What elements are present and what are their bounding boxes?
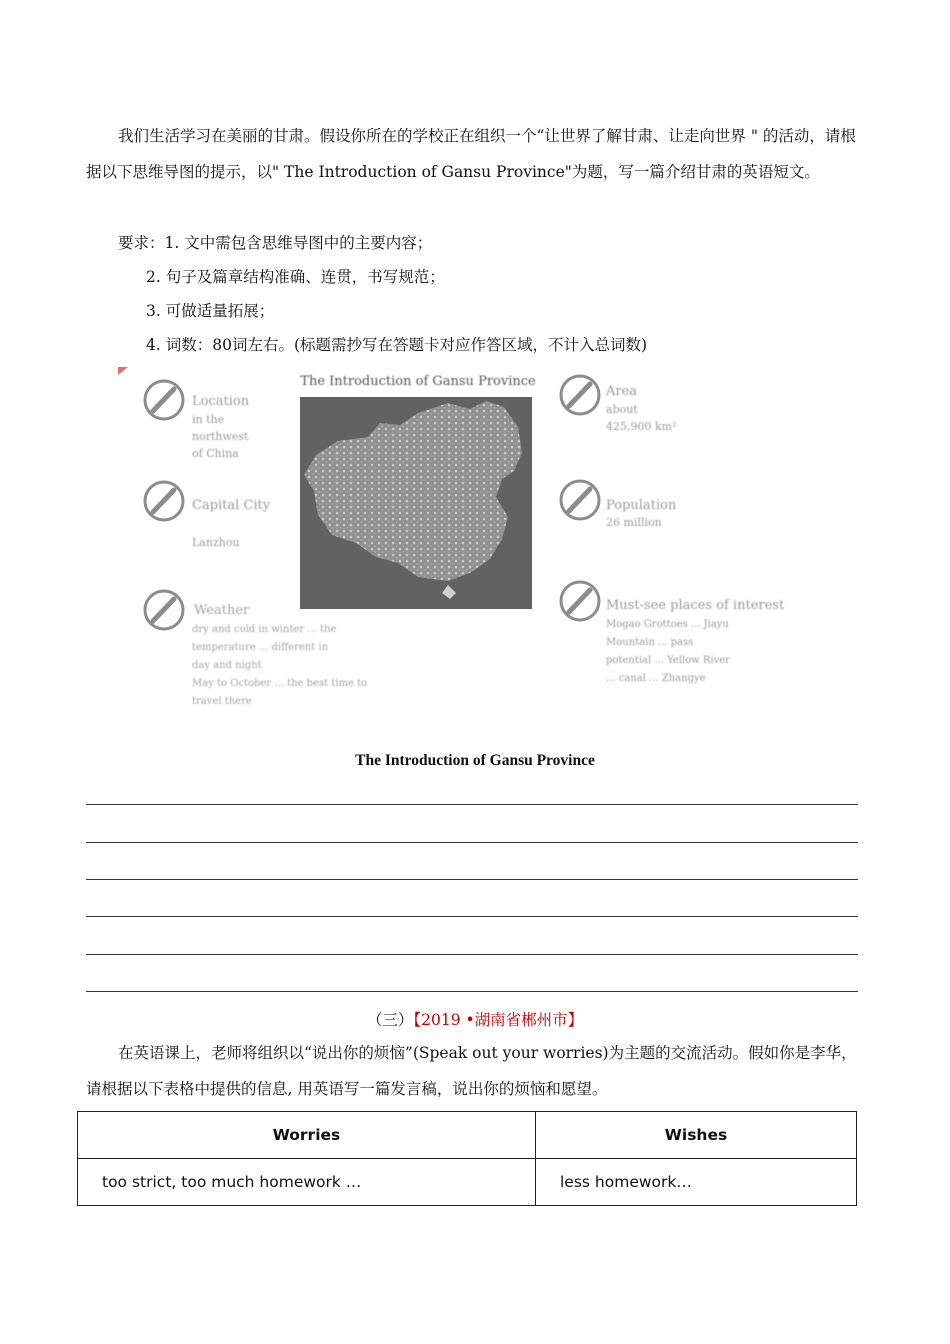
svg-text:in the: in the	[192, 413, 225, 426]
answer-line[interactable]	[86, 991, 858, 992]
node-must-see-places	[561, 582, 785, 684]
essay-title: The Introduction of Gansu Province	[355, 752, 595, 769]
node-label: Weather	[194, 603, 250, 618]
node-label: Location	[192, 394, 250, 409]
answer-line[interactable]	[86, 954, 858, 955]
requirement-prefix: 要求：	[118, 234, 165, 252]
svg-text:of China: of China	[192, 447, 239, 460]
svg-text:Lanzhou: Lanzhou	[192, 536, 240, 549]
svg-text:northwest: northwest	[192, 430, 249, 443]
svg-text:26 million: 26 million	[606, 516, 662, 529]
svg-text:... canal ... Zhangye: ... canal ... Zhangye	[606, 673, 706, 684]
table-header-row	[78, 1112, 857, 1159]
mind-map-figure	[118, 367, 798, 712]
section-source: 【2019 •湖南省郴州市】	[413, 1011, 584, 1029]
header-worries: Worries	[78, 1112, 536, 1159]
svg-text:Mountain ... pass: Mountain ... pass	[606, 637, 694, 648]
cell-worries: too strict, too much homework …	[78, 1159, 536, 1206]
node-area	[561, 376, 677, 433]
task-paragraph: 我们生活学习在美丽的甘肃。假设你所在的学校正在组织一个“让世界了解甘肃、让走向世界 " 的活动，请根据以下思维导图的提示，以" The Introduction of Gansu Province"为题，写一篇介绍甘肃的英语短文。	[86, 127, 856, 181]
svg-text:about: about	[606, 403, 638, 416]
node-population	[561, 481, 677, 529]
pencil-icon	[145, 591, 183, 629]
section-heading	[0, 1008, 950, 1030]
requirement-2: 2. 句子及篇章结构准确、连贯，书写规范；	[146, 268, 445, 286]
svg-text:Mogao Grottoes ... Jiayu: Mogao Grottoes ... Jiayu	[606, 619, 729, 630]
svg-text:day and night: day and night	[192, 660, 262, 671]
pencil-icon	[145, 482, 183, 520]
answer-line[interactable]	[86, 916, 858, 917]
node-label: Population	[606, 498, 677, 513]
section-number: （三）	[366, 1011, 414, 1029]
answer-line[interactable]	[86, 879, 858, 880]
header-wishes: Wishes	[536, 1112, 857, 1159]
svg-text:dry and cold in winter ... the: dry and cold in winter ... the	[192, 624, 337, 635]
pencil-icon	[145, 381, 183, 419]
worries-wishes-table	[77, 1111, 857, 1206]
svg-text:potential ... Yellow River: potential ... Yellow River	[606, 655, 730, 666]
section3-paragraph: 在英语课上，老师将组织以“说出你的烦恼”(Speak out your worries)为主题的交流活动。假如你是李华，请根据以下表格中提供的信息, 用英语写一篇发言稿，说出你的烦恼和愿望。	[86, 1044, 857, 1098]
table-row	[78, 1159, 857, 1206]
mind-map-title: The Introduction of Gansu Province	[300, 374, 536, 389]
china-map-image	[300, 397, 532, 609]
node-label: Area	[606, 384, 638, 399]
requirement-4: 4. 词数：80词左右。(标题需抄写在答题卡对应作答区域，不计入总词数)	[146, 336, 648, 354]
answer-line[interactable]	[86, 842, 858, 843]
svg-text:travel there: travel there	[192, 696, 252, 707]
pencil-icon	[561, 481, 599, 519]
node-label: Must-see places of interest	[606, 598, 785, 613]
answer-line[interactable]	[86, 804, 858, 805]
cell-wishes: less homework…	[536, 1159, 857, 1206]
svg-text:May to October ... the best ti: May to October ... the best time to	[192, 678, 368, 689]
svg-text:temperature ... different in: temperature ... different in	[192, 642, 329, 653]
pencil-icon	[561, 376, 599, 414]
node-location	[145, 381, 250, 460]
corner-mark	[118, 367, 128, 375]
requirement-3: 3. 可做适量拓展；	[146, 302, 275, 320]
node-label: Capital City	[192, 498, 271, 513]
node-capital-city	[145, 482, 271, 549]
pencil-icon	[561, 582, 599, 620]
requirement-1: 要求：1. 文中需包含思维导图中的主要内容；	[118, 234, 433, 252]
svg-text:425,900 km²: 425,900 km²	[606, 420, 677, 433]
